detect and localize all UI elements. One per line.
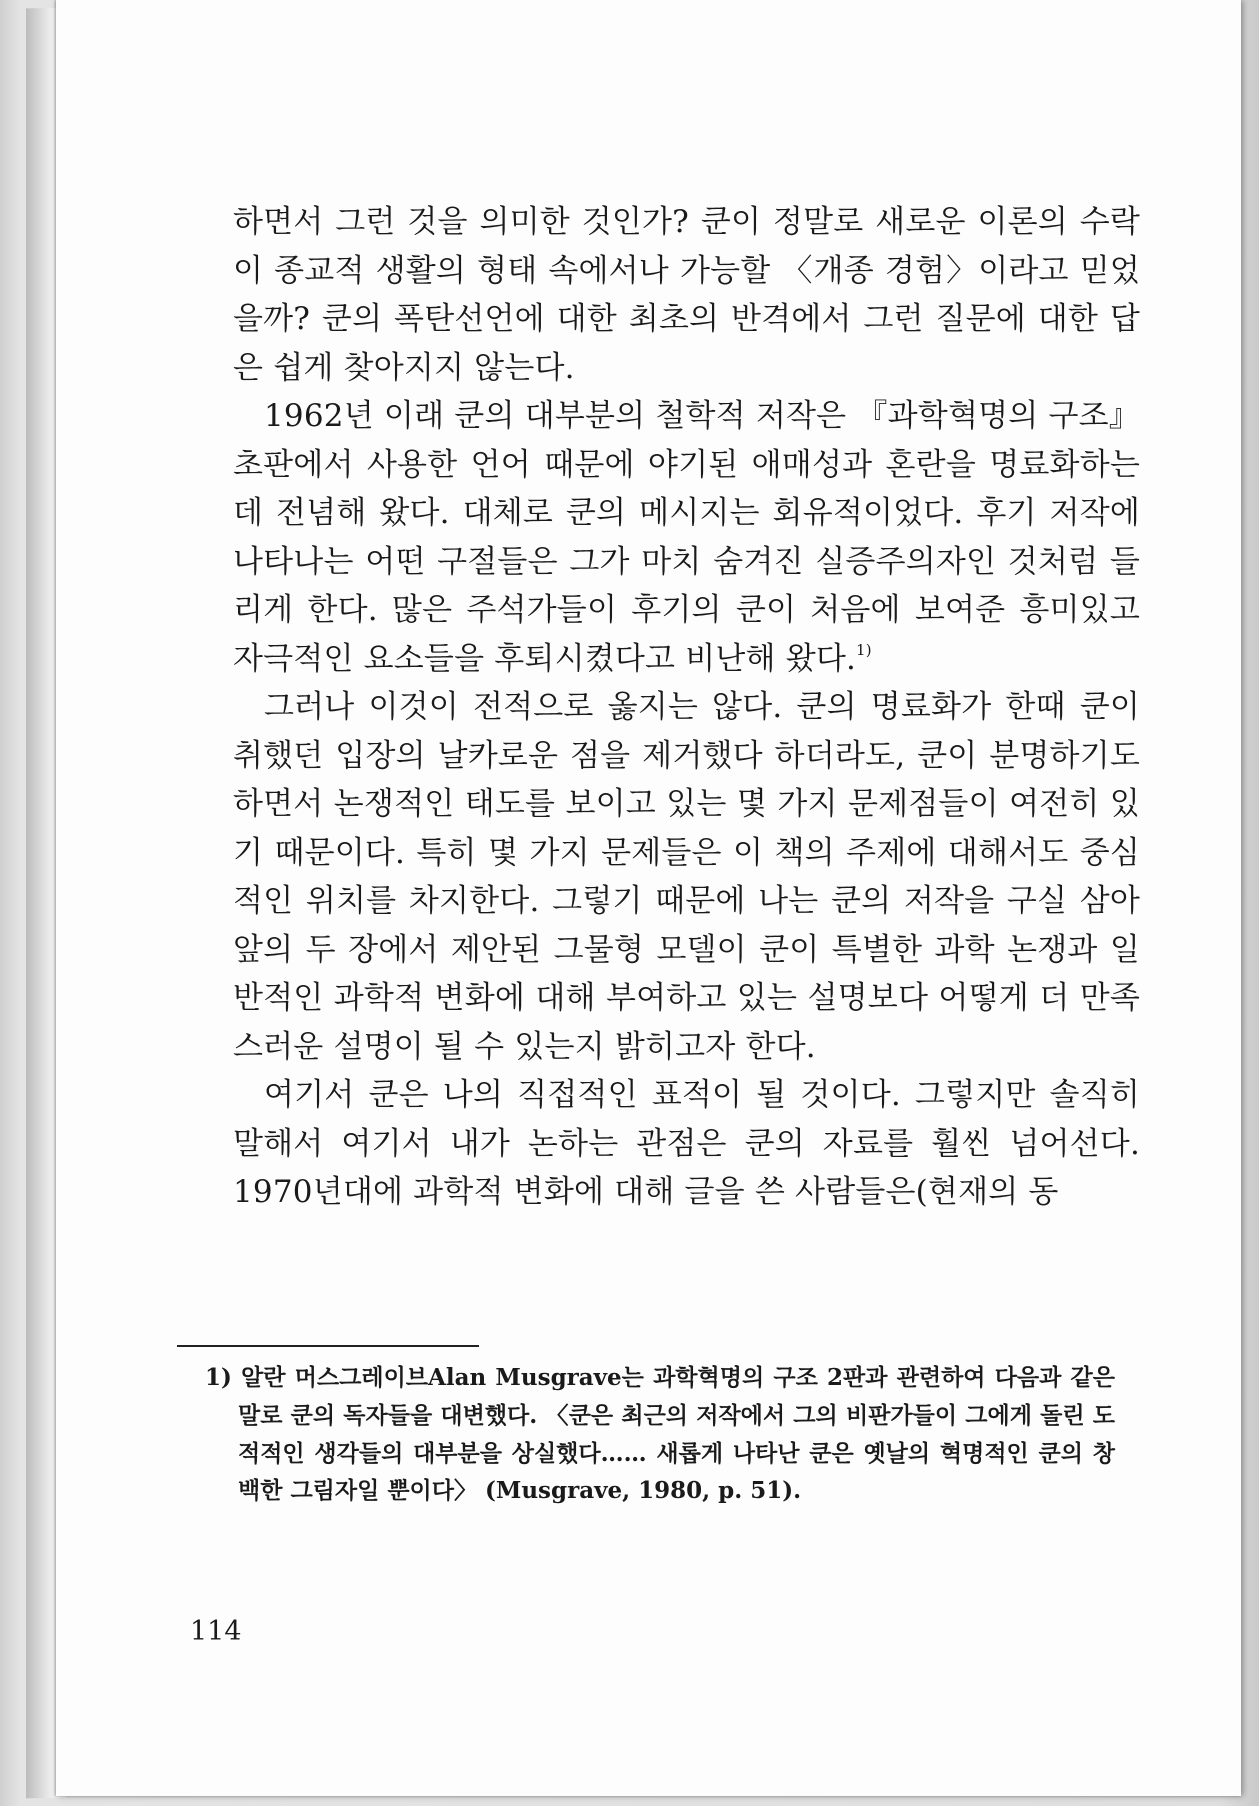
page-sheet [56,0,1241,1796]
paragraph-1: 하면서 그런 것을 의미한 것인가? 쿤이 정말로 새로운 이론의 수락이 종교적 생활의 형태 속에서나 가능할 〈개종 경험〉이라고 믿었을까? 쿤의 폭탄선언에 대한 최초의 반격에서 그런 질문에 대한 답은 쉽게 찾아지지 않는다. [233,204,1140,386]
paragraph-4: 여기서 쿤은 나의 직접적인 표적이 될 것이다. 그렇지만 솔직히 말해서 여기서 내가 논하는 관점은 쿤의 자료를 훨씬 넘어선다. 1970년대에 과학적 변화에 대해 글을 쓴 사람들은(현재의 동 [233,1077,1140,1210]
page-number: 114 [190,1616,242,1647]
body-text [233,198,1140,1217]
paragraph-2 [233,392,1140,683]
paragraph-2-text: 1962년 이래 쿤의 대부분의 철학적 저작은 『과학혁명의 구조』 초판에서 사용한 언어 때문에 야기된 애매성과 혼란을 명료화하는 데 전념해 왔다. 대체로 쿤의 메시지는 회유적이었다. 후기 저작에 나타나는 어떤 구절들은 그가 마치 숨겨진 실증주의자인 것처럼 들리게 한다. 많은 주석가들이 후기의 쿤이 처음에 보여준 흥미있고 자극적인 요소들을 후퇴시켰다고 비난해 왔다. [233,398,1140,677]
footnote-reference: 1) [856,640,872,659]
footnote: 1) 알란 머스그레이브Alan Musgrave는 과학혁명의 구조 2판과 관련하여 다음과 같은 말로 쿤의 독자들을 대변했다. 〈쿤은 최근의 저작에서 그의 비판가들이 그에게 돌린 도적적인 생각들의 대부분을 상실했다…… 새롭게 나타난 쿤은 옛날의 혁명적인 쿤의 창백한 그림자일 뿐이다〉 (Musgrave, 1980, p. 51). [205,1364,1115,1505]
footnote-separator [177,1345,479,1347]
paragraph-3: 그러나 이것이 전적으로 옳지는 않다. 쿤의 명료화가 한때 쿤이 취했던 입장의 날카로운 점을 제거했다 하더라도, 쿤이 분명하기도 하면서 논쟁적인 태도를 보이고 있는 몇 가지 문제점들이 여전히 있기 때문이다. 특히 몇 가지 문제들은 이 책의 주제에 대해서도 중심적인 위치를 차지한다. 그렇기 때문에 나는 쿤의 저작을 구실 삼아 앞의 두 장에서 제안된 그물형 모델이 쿤이 특별한 과학 논쟁과 일반적인 과학적 변화에 대해 부여하고 있는 설명보다 어떻게 더 만족스러운 설명이 될 수 있는지 밝히고자 한다. [233,689,1140,1065]
